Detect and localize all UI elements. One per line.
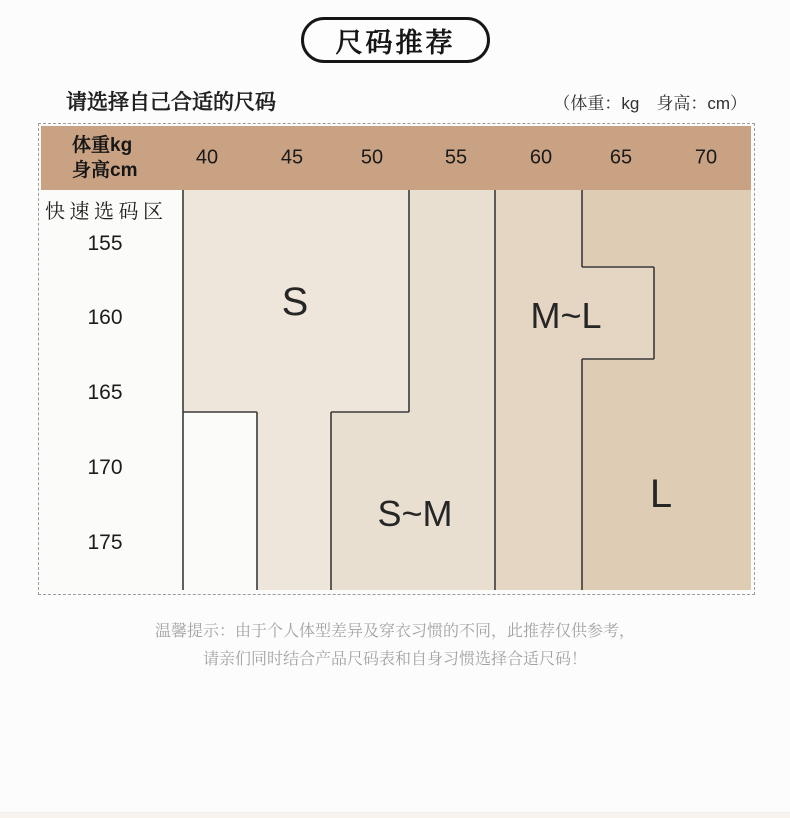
size-region-label-L: L: [649, 472, 673, 516]
height-axis-label-175: 175: [87, 531, 123, 554]
bottom-divider: [0, 812, 790, 818]
height-unit-label: 身高cm: [72, 160, 138, 181]
weight-unit-label: 体重kg: [72, 135, 133, 156]
weight-header-band: [41, 126, 751, 190]
weight-value-50: 50: [360, 146, 384, 169]
weight-value-65: 65: [609, 146, 633, 169]
section-title-pill: [301, 17, 490, 63]
size-region-chart: [41, 190, 751, 590]
units-hint: （体重：kg 身高：cm）: [553, 94, 747, 113]
footer-note: [0, 618, 790, 674]
axis-units-label: [72, 133, 137, 183]
weight-value-55: 55: [444, 146, 468, 169]
weight-value-60: 60: [529, 146, 553, 169]
footer-note-line2: 请亲们同时结合产品尺码表和自身习惯选择合适尺码！: [202, 651, 587, 668]
size-chart-box: [38, 123, 755, 595]
height-axis-label-165: 165: [87, 381, 123, 404]
size-region-label-M-L: M~L: [530, 295, 602, 336]
size-region-label-S-M: S~M: [377, 493, 453, 534]
size-region-empty: [183, 412, 257, 590]
size-region-L: [582, 190, 751, 590]
page-title: 尺码推荐: [335, 27, 456, 58]
height-axis-label-155: 155: [87, 232, 123, 255]
weight-value-45: 45: [280, 146, 304, 169]
subtitle-row: [66, 86, 747, 116]
choose-size-hint: 请选择自己合适的尺码: [66, 91, 276, 114]
weight-value-40: 40: [195, 146, 219, 169]
height-axis-label-160: 160: [87, 306, 123, 329]
weight-value-70: 70: [694, 146, 718, 169]
size-region-label-S: S: [281, 280, 309, 324]
footer-note-line1: 温馨提示：由于个人体型差异及穿衣习惯的不同，此推荐仅供参考，: [154, 623, 635, 640]
height-axis-label-170: 170: [87, 456, 123, 479]
quick-select-label: 快速选码区: [45, 201, 168, 223]
